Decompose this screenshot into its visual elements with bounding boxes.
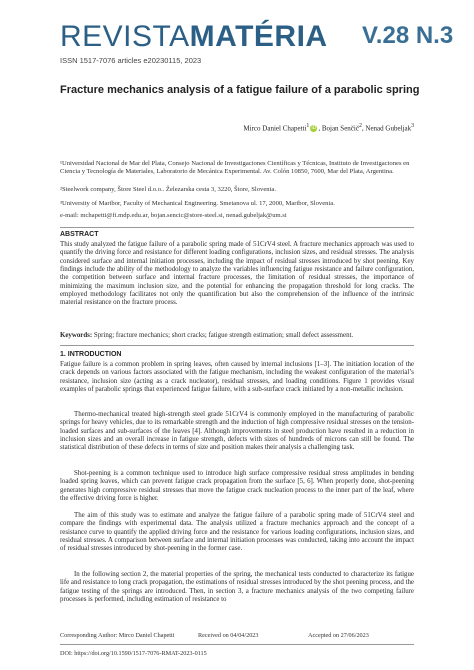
intro-paragraph: Thermo-mechanical treated high-strength steel grade 51CrV4 is commonly employed in the manufacturing of parabolic springs for heavy vehicles, due to its remarkable strength and the induction of high compressive residual stresses on the tension-loaded surfaces and sub-surfaces of the leaves [4]. Although improvements in steel production have resulted in a reduction in inclusion sizes and an overall increase in fatigue strength, defects with sizes of hundreds of microns can still be found. The statistical distribution of these defects in terms of size and position makes their analysis a challenging task.: [60, 411, 414, 452]
author-2-sup: 2: [358, 123, 362, 129]
logo-text-materia: MATÉRIA: [189, 20, 328, 53]
intro-paragraph: In the following section 2, the material properties of the spring, the mechanical tests conducted to characterize its fatigue life and resistance to long crack propagation, the estimations of residual stresses introduced by the shot peening process, and the fatigue testing of the springs are introduced. Then, in section 3, a fracture mechanics analysis of the two competing failure processes is performed, including estimation of resistance to: [60, 571, 414, 604]
divider: [60, 227, 414, 228]
article-title: Fracture mechanics analysis of a fatigue failure of a parabolic spring: [60, 84, 420, 96]
journal-logo: [60, 22, 328, 52]
intro-paragraph: Fatigue failure is a common problem in spring leaves, often caused by internal inclusions [1–3]. The initiation location of the crack depends on various factors associated with the fatigue mechanism, including the weakest configuration of the material’s resistance, inclusion size (acting as a crack nucleator), residual stresses, and loading conditions. Figure 1 provides visual examples of parabolic springs that experienced fatigue failure, with a sub-surface crack initiated by a non-metallic inclusion.: [60, 361, 414, 394]
affiliation-2: ²Steelwork company, Štore Steel d.o.o.. Železarska cesta 3, 3220, Štore, Slovenia.: [60, 186, 276, 193]
abstract-text: This study analyzed the fatigue failure of a parabolic spring made of 51CrV4 steel. A fracture mechanics approach was used to quantify the driving force and resistance for different loading configurations, inclusion sizes, and residual stresses. The analysis considered surface and internal initiation processes, including the impact of residual stresses introduced by shot peening. Key findings include the ability of the methodology to analyze the variables influencing fatigue resistance and failure configuration, the competition between surface and internal fracture processes, the limitation of residual stresses, the importance of minimizing the maximum inclusion size, and the potential for enhancing the propagation threshold for long cracks. The employed methodology facilitates not only the quantification but also the comprehension of the influence of the intrinsic material resistance on the fracture process.: [60, 241, 414, 307]
keywords-label: Keywords:: [60, 332, 93, 339]
affiliation-1: ¹Universidad Nacional de Mar del Plata, Consejo Nacional de Investigaciones Científicas y Técnicas, Instituto de Investigaciones en Ciencia y Tecnología de Materiales, Laboratorio de Mecánica Experimental. Av. Colón 10850, 7600, Mar del Plata, Argentina.: [60, 160, 410, 176]
author-1-sup: 1: [306, 123, 310, 129]
author-3[interactable]: Nenad Gubeljak: [365, 124, 412, 133]
author-3-sup: 3: [411, 123, 414, 129]
abstract-heading: ABSTRACT: [60, 231, 99, 238]
divider: [60, 345, 414, 346]
keywords-line: [60, 332, 414, 340]
divider: [60, 644, 414, 645]
keywords-text: Spring; fracture mechanics; short cracks; fatigue strength estimation; small defect assessment.: [92, 332, 354, 339]
author-2[interactable]: Bojan Senčič: [321, 124, 359, 133]
author-emails[interactable]: e-mail: mchapetti@fi.mdp.edu.ar, bojan.sencic@store-steel.si, nenad.gubeljak@um.si: [60, 212, 287, 219]
volume-number: V.28 N.3: [362, 22, 454, 49]
author-list: Mirco Daniel Chapetti$^1$ iD , Bojan Senčič$^2$, Nenad Gubeljak$^3$: [243, 123, 414, 133]
logo-text-revista: REVISTA: [60, 20, 190, 53]
affiliation-3: ³University of Maribor, Faculty of Mechanical Engineering. Smetanova ul. 17, 2000, Maribor, Slovenia.: [60, 200, 335, 207]
intro-paragraph: Shot-peening is a common technique used to introduce high surface compressive residual stress amplitudes in bending loaded spring leaves, which can prevent fatigue crack propagation from the surface [5, 6]. When properly done, shot-peening generates high compressive residual stresses that move the fatigue crack nucleation process to the inner part of the leaf, where the effective driving force is higher.: [60, 470, 414, 503]
introduction-heading: 1. INTRODUCTION: [60, 351, 122, 358]
orcid-icon[interactable]: iD: [311, 125, 317, 132]
intro-paragraph: The aim of this study was to estimate and analyze the fatigue failure of a parabolic spring made of 51CrV4 steel and compare the findings with experimental data. The analysis utilized a fracture mechanics approach and the concept of a resistance curve to quantify the applied driving force and the resistance for various loading configurations, inclusion sizes, and residual stresses. A comparison between surface and internal initiation processes was conducted, taking into account the impact of residual stresses introduced by shot-peening in the former case.: [60, 512, 414, 553]
issn-line: ISSN 1517-7076 articles e20230115, 2023: [60, 56, 202, 65]
corresponding-author: Corresponding Author: Mirco Daniel Chapetti: [60, 632, 175, 639]
received-date: Received on 04/04/2023: [198, 632, 259, 639]
doi-link[interactable]: DOI: https://doi.org/10.1590/1517-7076-RMAT-2023-0115: [60, 650, 207, 657]
accepted-date: Accepted on 27/06/2023: [308, 632, 369, 639]
author-1[interactable]: Mirco Daniel Chapetti: [243, 124, 307, 133]
